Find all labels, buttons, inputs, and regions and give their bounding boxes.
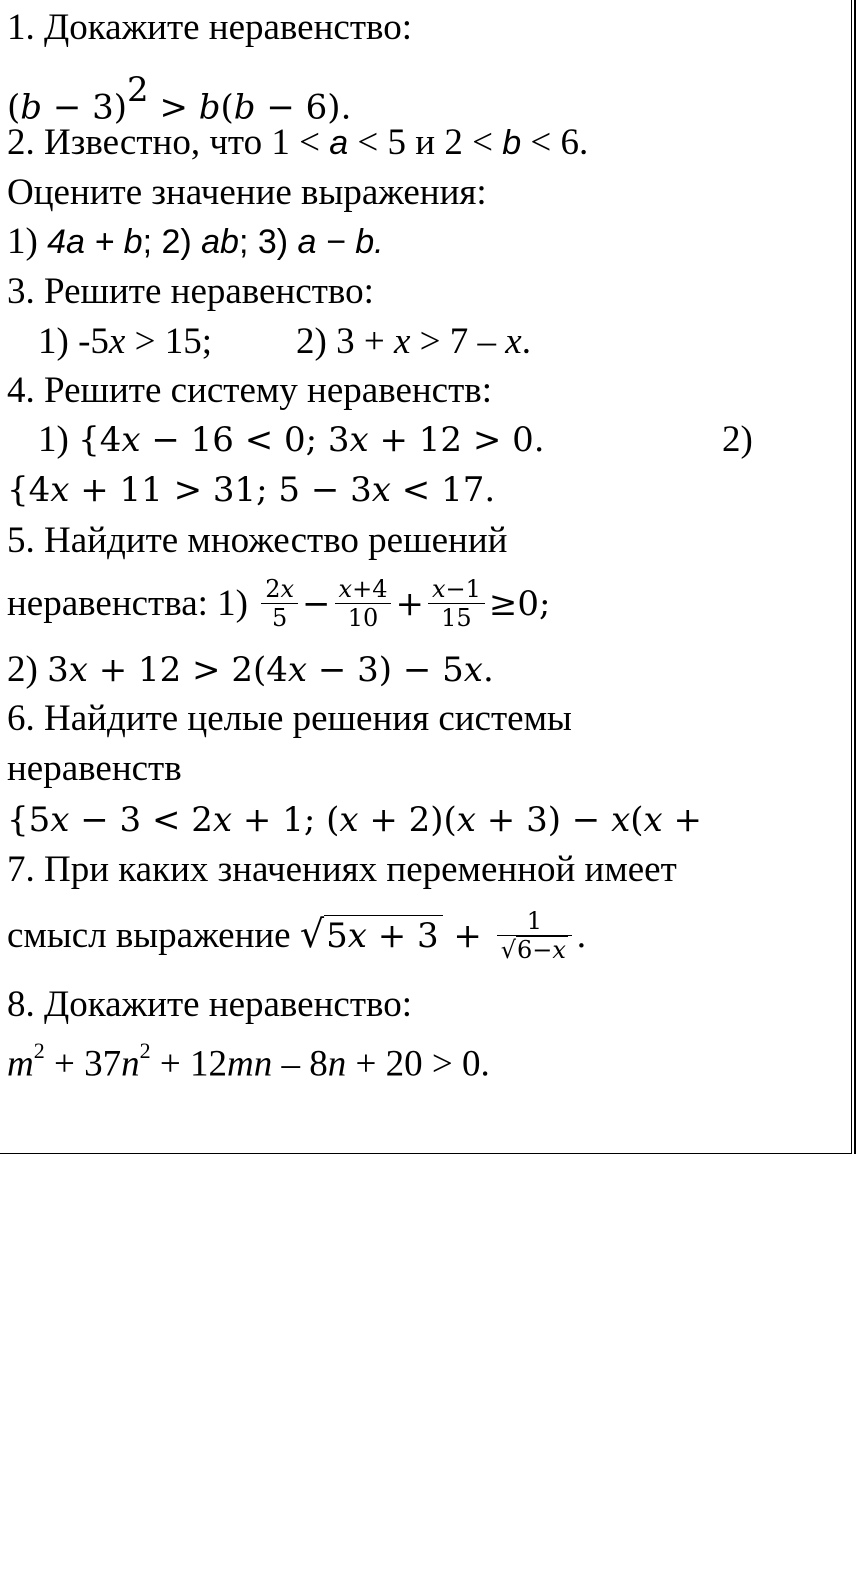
p2-n1: 1) [7, 221, 48, 262]
p2-var-b: b [502, 124, 522, 162]
p5-expr-2: 3𝑥 + 12 > 2(4𝑥 − 3) − 5𝑥. [47, 650, 494, 690]
p7-frac-num: 1 [497, 907, 572, 936]
p7-end: . [575, 916, 587, 956]
p4-n1: 1) [38, 419, 79, 460]
p2-var-a: a [329, 124, 349, 162]
problem-2-task [7, 171, 487, 215]
p3-a-tail: > 15; [125, 321, 212, 362]
p1-right: > 𝑏(𝑏 − 6). [148, 87, 352, 128]
table-border-right [854, 0, 856, 1154]
problem-6-system [7, 798, 845, 842]
p8-term-1: + 37 [44, 1043, 122, 1085]
p5-f3-num: 𝑥−1 [428, 575, 485, 604]
p2-text-3: < 6. [521, 122, 589, 163]
p8-var-n: n [121, 1043, 140, 1085]
p7-radicand-1: 5𝑥 + 3 [324, 915, 443, 954]
p5-fraction-2 [335, 575, 392, 632]
p7-title-text: 7. При каких значениях переменной имеет [7, 849, 677, 890]
p4-n2: 2) [722, 419, 753, 460]
p5-f1-den: 5 [272, 604, 288, 633]
problem-3-title [7, 270, 374, 314]
p8-var-mn: mn [226, 1043, 273, 1085]
p6-title-text: 6. Найдите целые решения системы [7, 698, 572, 739]
p8-term-3: – 8 [272, 1043, 328, 1085]
problem-3-part-1 [38, 320, 212, 364]
p4-title-text: 4. Решите систему неравенств: [7, 370, 493, 411]
p8-exp-1: 2 [33, 1038, 45, 1063]
problem-8-title [7, 983, 412, 1027]
problem-7-title [7, 848, 677, 892]
p5-f2-num: 𝑥+4 [335, 575, 392, 604]
p6-subtitle-text: неравенств [7, 748, 182, 789]
p5-lead: неравенства: 1) [7, 583, 258, 624]
p5-f2-den: 10 [347, 604, 379, 633]
problem-2-condition [7, 121, 588, 165]
p7-plus: + [442, 916, 493, 956]
problem-4-title [7, 369, 492, 413]
problem-5-inequality-1 [7, 572, 550, 636]
radical-icon: √ [299, 912, 325, 956]
p8-var-n-2: n [327, 1043, 347, 1085]
p1-left: (𝑏 − 3) [7, 87, 128, 128]
problem-2-items [7, 220, 384, 264]
p1-exponent: 2 [127, 70, 149, 110]
problem-4-system-1 [38, 418, 545, 462]
problem-3-part-2 [296, 320, 531, 364]
problem-8-expression [7, 1033, 490, 1086]
p4-system-2: {4𝑥 + 11 > 31; 5 − 3𝑥 < 17. [7, 470, 496, 510]
problem-6-subtitle [7, 747, 182, 791]
p3-title-text: 3. Решите неравенство: [7, 271, 374, 312]
p3-var-x-2: x [393, 321, 411, 362]
p7-frac-den [497, 936, 572, 964]
p8-var-m: m [7, 1043, 34, 1085]
p4-system-1: {4𝑥 − 16 < 0; 3𝑥 + 12 > 0. [78, 420, 545, 460]
problem-1-title-text: 1. Докажите неравенство: [7, 7, 412, 48]
problem-4-system-2 [7, 468, 495, 512]
p8-term-4: + 20 > 0. [346, 1043, 490, 1085]
problem-1-title [7, 6, 412, 50]
p5-tail: ≥0; [488, 584, 551, 624]
p3-var-x-1: x [108, 321, 126, 362]
p2-text-2: < 5 и 2 < [348, 122, 503, 163]
p5-op-2: + [395, 584, 424, 624]
p2-sep-2: ; 3) [238, 223, 298, 261]
p5-title-text: 5. Найдите множество решений [7, 520, 508, 561]
p7-sqrt-1 [300, 898, 443, 972]
problem-4-label-2 [722, 418, 753, 462]
p5-f3-den: 15 [441, 604, 472, 633]
p7-lead: смысл выражение [7, 915, 300, 956]
p8-title-text: 8. Докажите неравенство: [7, 984, 412, 1025]
p2-expr-2: ab [201, 223, 239, 261]
problem-6-title [7, 697, 572, 741]
p8-term-2: + 12 [150, 1043, 227, 1085]
p5-n2: 2) [7, 649, 48, 690]
p2-sep-1: ; 2) [142, 223, 202, 261]
p3-b-tail: . [521, 321, 531, 362]
radical-icon: √ [500, 936, 517, 965]
p7-fraction [497, 907, 572, 964]
p5-fraction-1 [261, 575, 298, 632]
p5-op-1: − [302, 584, 331, 624]
p5-f1-num: 2𝑥 [261, 575, 298, 604]
p3-b-text: 2) 3 + [296, 321, 394, 362]
p7-radicand-2: 6−𝑥 [517, 936, 566, 965]
p3-var-x-3: x [505, 321, 522, 362]
p5-fraction-3 [428, 575, 485, 632]
p2-expr-1: 4a + b [47, 223, 143, 261]
problem-7-expression [7, 898, 587, 972]
p2-task-text: Оцените значение выражения: [7, 172, 487, 213]
p3-b-mid: > 7 – [410, 321, 506, 362]
p8-exp-2: 2 [139, 1038, 151, 1063]
p2-text-1: 2. Известно, что 1 < [7, 122, 330, 163]
problem-5-title [7, 519, 507, 563]
problem-5-inequality-2 [7, 648, 494, 692]
p2-expr-3: a − b. [297, 223, 384, 261]
p6-system: {5𝑥 − 3 < 2𝑥 + 1; (𝑥 + 2)(𝑥 + 3) − 𝑥(𝑥 + [7, 800, 702, 840]
p3-a-text: 1) -5 [38, 321, 109, 362]
